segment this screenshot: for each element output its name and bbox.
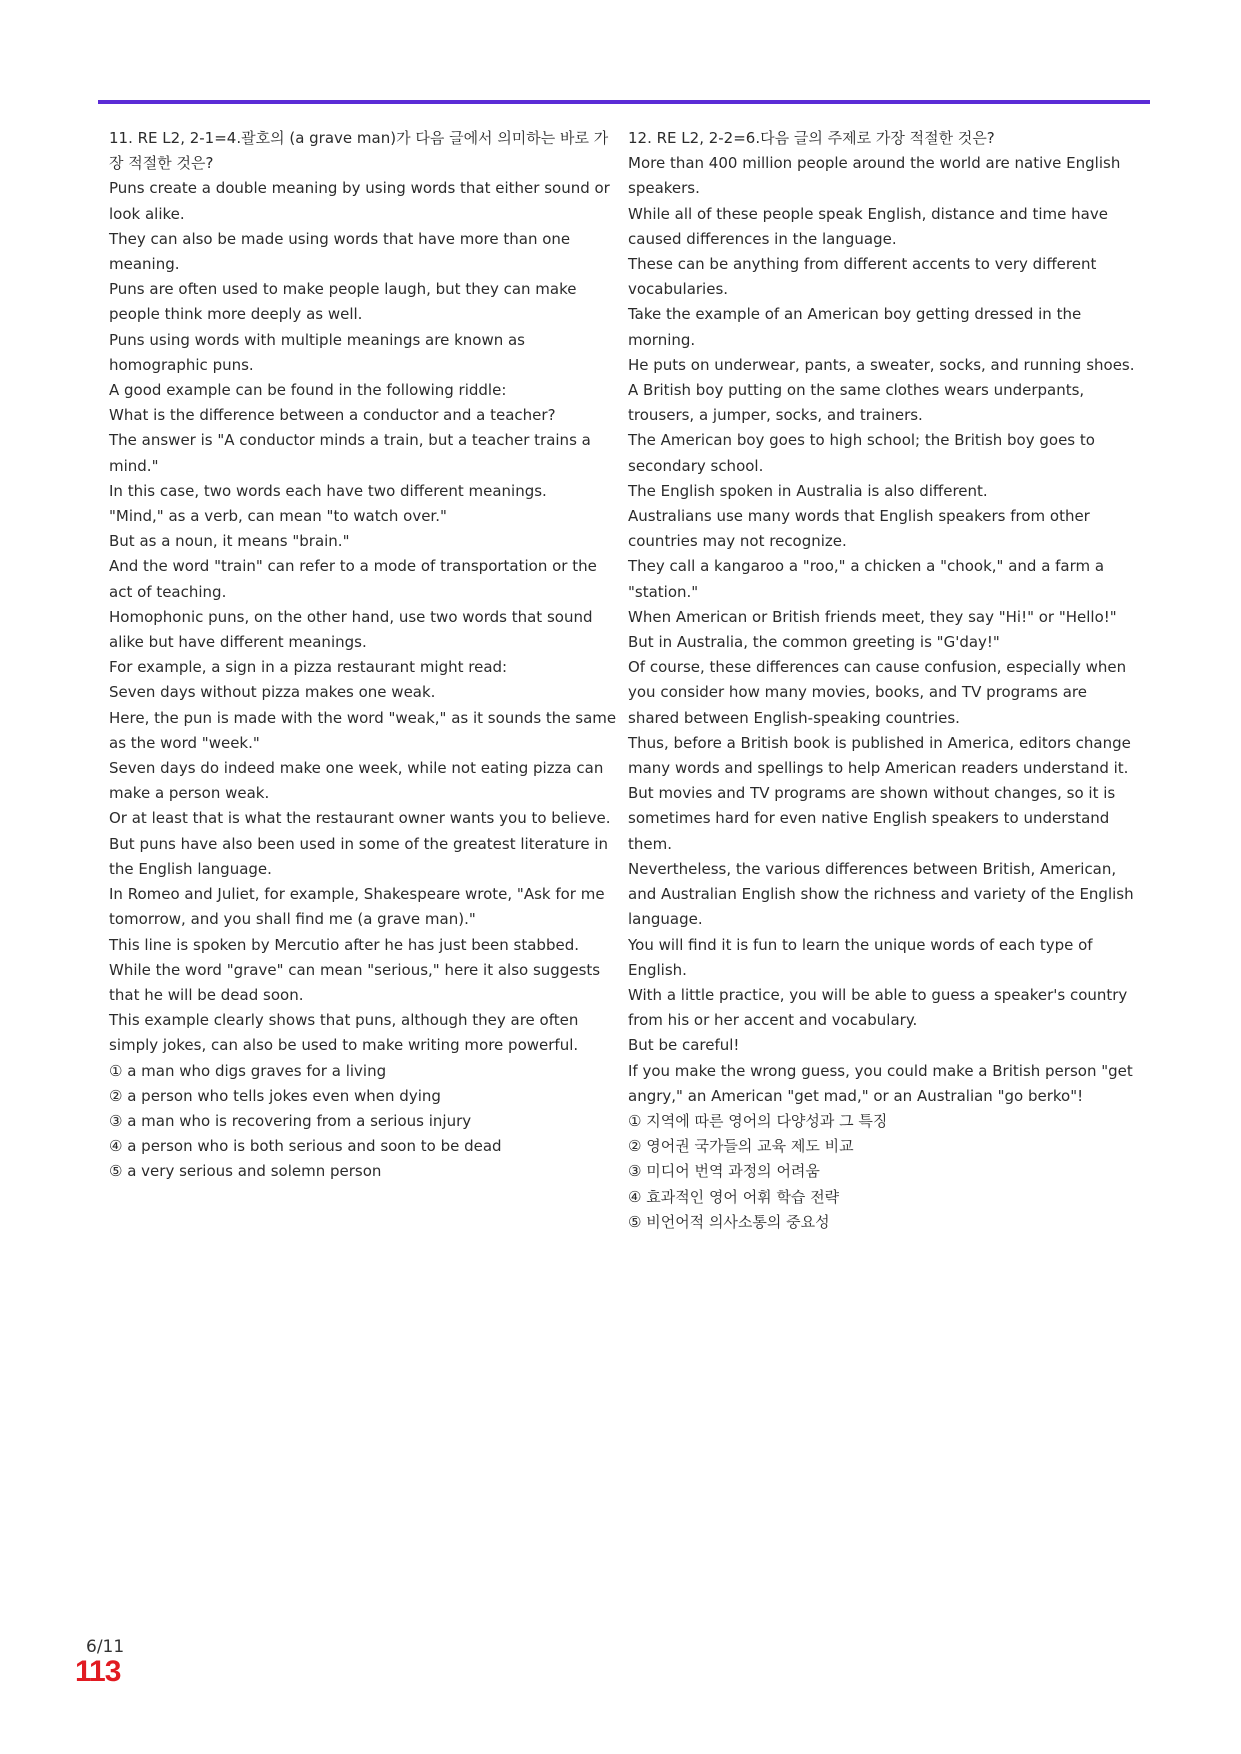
answer-option: ② 영어권 국가들의 교육 제도 비교 bbox=[628, 1137, 854, 1156]
passage-line: Nevertheless, the various differences between British, American, and Australian English show the richness and variety of the English language. bbox=[628, 859, 1134, 929]
answer-options bbox=[628, 1109, 1140, 1235]
answer-option: ④ a person who is both serious and soon to be dead bbox=[109, 1137, 502, 1156]
passage-line: But movies and TV programs are shown without changes, so it is sometimes hard for even native English speakers to understand them. bbox=[628, 784, 1116, 853]
page-indicator: 6/11 bbox=[86, 1637, 125, 1657]
passage-line: A good example can be found in the following riddle: bbox=[109, 381, 507, 400]
answer-option: ④ 효과적인 영어 어휘 학습 전략 bbox=[628, 1187, 840, 1206]
page-number: 113 bbox=[75, 1655, 121, 1688]
passage-line: They call a kangaroo a "roo," a chicken a "chook," and a farm a "station." bbox=[628, 557, 1105, 601]
passage-line: These can be anything from different accents to very different vocabularies. bbox=[628, 255, 1097, 299]
passage-line: For example, a sign in a pizza restaurant might read: bbox=[109, 658, 508, 677]
passage-line: But be careful! bbox=[628, 1036, 740, 1055]
passage-line: Take the example of an American boy getting dressed in the morning. bbox=[628, 305, 1082, 349]
answer-option: ③ 미디어 번역 과정의 어려움 bbox=[628, 1162, 820, 1181]
answer-option: ③ a man who is recovering from a serious injury bbox=[109, 1111, 472, 1130]
top-divider bbox=[98, 100, 1150, 104]
answer-option: ① a man who digs graves for a living bbox=[109, 1061, 387, 1080]
passage-line: Here, the pun is made with the word "weak," as it sounds the same as the word "week." bbox=[109, 708, 617, 752]
answer-option: ① 지역에 따른 영어의 다양성과 그 특징 bbox=[628, 1111, 888, 1130]
passage-line: What is the difference between a conductor and a teacher? bbox=[109, 406, 556, 425]
question-title: 12. RE L2, 2-2=6.다음 글의 주제로 가장 적절한 것은? bbox=[628, 129, 995, 147]
answer-option: ② a person who tells jokes even when dying bbox=[109, 1086, 441, 1105]
passage-line: When American or British friends meet, they say "Hi!" or "Hello!" bbox=[628, 607, 1117, 626]
passage-line: But puns have also been used in some of the greatest literature in the English language. bbox=[109, 834, 609, 878]
passage-line: If you make the wrong guess, you could make a British person "get angry," an American "get mad," or an Australian "go berko"! bbox=[628, 1061, 1133, 1105]
answer-option: ⑤ a very serious and solemn person bbox=[109, 1162, 382, 1181]
passage-line: Homophonic puns, on the other hand, use two words that sound alike but have different meanings. bbox=[109, 607, 593, 652]
passage-line: They can also be made using words that have more than one meaning. bbox=[109, 229, 571, 274]
passage-line: You will find it is fun to learn the unique words of each type of English. bbox=[628, 935, 1093, 979]
passage-line: More than 400 million people around the world are native English speakers. bbox=[628, 154, 1121, 198]
passage-line: And the word "train" can refer to a mode of transportation or the act of teaching. bbox=[109, 557, 597, 601]
passage-line: Thus, before a British book is published in America, editors change many words and spellings to help American readers understand it. bbox=[628, 733, 1131, 778]
passage-line: With a little practice, you will be able to guess a speaker's country from his or her accent and vocabulary. bbox=[628, 985, 1128, 1030]
answer-option: ⑤ 비언어적 의사소통의 중요성 bbox=[628, 1212, 830, 1231]
passage-line: Seven days without pizza makes one weak. bbox=[109, 683, 436, 702]
passage-line: In Romeo and Juliet, for example, Shakespeare wrote, "Ask for me tomorrow, and you shall find me (a grave man)." bbox=[109, 885, 605, 929]
passage-line: But as a noun, it means "brain." bbox=[109, 532, 350, 551]
question-11 bbox=[109, 126, 619, 1185]
passage-line: While the word "grave" can mean "serious," here it also suggests that he will be dead soon. bbox=[109, 960, 601, 1004]
passage-line: Or at least that is what the restaurant owner wants you to believe. bbox=[109, 809, 611, 828]
passage-line: The answer is "A conductor minds a train, but a teacher trains a mind." bbox=[109, 431, 591, 475]
passage-line: While all of these people speak English, distance and time have caused differences in the language. bbox=[628, 204, 1108, 248]
question-title: 11. RE L2, 2-1=4.괄호의 (a grave man)가 다음 글에서 의미하는 바로 가장 적절한 것은? bbox=[109, 129, 609, 173]
passage-line: The American boy goes to high school; the British boy goes to secondary school. bbox=[628, 431, 1095, 475]
passage-line: The English spoken in Australia is also different. bbox=[628, 481, 988, 500]
passage-line: Of course, these differences can cause confusion, especially when you consider how many movies, books, and TV programs are shared between English-speaking countries. bbox=[628, 658, 1127, 727]
passage bbox=[109, 176, 619, 1058]
passage-line: In this case, two words each have two different meanings. bbox=[109, 481, 547, 500]
passage-line: "Mind," as a verb, can mean "to watch over." bbox=[109, 507, 447, 526]
answer-options bbox=[109, 1059, 619, 1185]
question-12 bbox=[628, 126, 1140, 1235]
passage-line: This example clearly shows that puns, although they are often simply jokes, can also be used to make writing more powerful. bbox=[109, 1011, 579, 1055]
passage-line: He puts on underwear, pants, a sweater, socks, and running shoes. bbox=[628, 355, 1135, 374]
passage-line: Puns are often used to make people laugh, but they can make people think more deeply as well. bbox=[109, 280, 577, 324]
passage-line: This line is spoken by Mercutio after he has just been stabbed. bbox=[109, 935, 579, 954]
passage-line: Puns using words with multiple meanings are known as homographic puns. bbox=[109, 330, 525, 374]
passage-line: But in Australia, the common greeting is "G'day!" bbox=[628, 633, 1000, 652]
passage-line: Puns create a double meaning by using words that either sound or look alike. bbox=[109, 179, 610, 223]
passage-line: Seven days do indeed make one week, while not eating pizza can make a person weak. bbox=[109, 759, 604, 803]
passage-line: Australians use many words that English speakers from other countries may not recognize. bbox=[628, 507, 1090, 551]
passage bbox=[628, 151, 1140, 1109]
passage-line: A British boy putting on the same clothes wears underpants, trousers, a jumper, socks, and trainers. bbox=[628, 381, 1085, 425]
